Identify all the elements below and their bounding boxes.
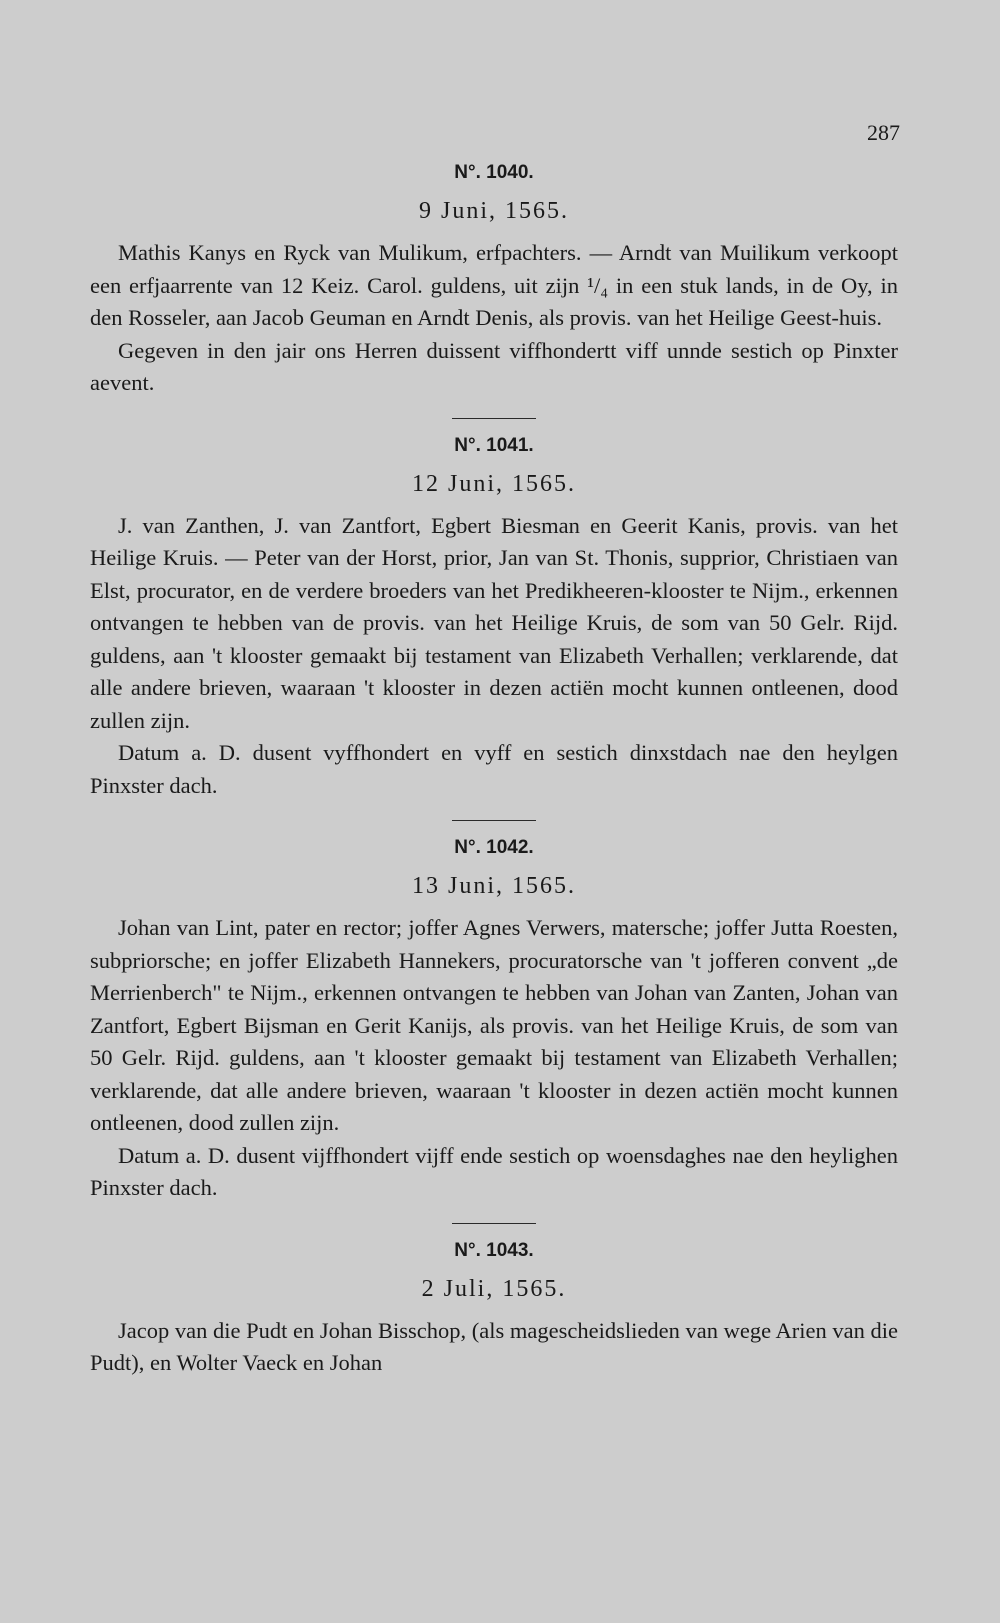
entry-date: 12 Juni, 1565. xyxy=(411,470,576,497)
entry-date: 2 Juli, 1565. xyxy=(421,1275,567,1302)
entry-number: N°. 1042. xyxy=(454,837,534,858)
entry-text: Mathis Kanys en Ryck van Mulikum, erfpachters. — Arndt van Muilikum verkoopt een erfjaarrente van 12 Keiz. Carol. guldens, uit zijn ¹/₄ in een stuk lands, in de Oy, in den Rosseler, aan Jacob Geuman en Arndt Denis, als provis. van het Heilige Geest-huis. xyxy=(90,240,898,330)
entry-text: J. van Zanthen, J. van Zantfort, Egbert Biesman en Geerit Kanis, provis. van het Heilige Kruis. — Peter van der Horst, prior, Jan van St. Thonis, supprior, Christiaen van Elst, procurator, en de verdere broeders van het Predikheeren-klooster te Nijm., erkennen ontvangen te hebben van de provis. van het Heilige Kruis, de som van 50 Gelr. Rijd. guldens, aan 't klooster gemaakt bij testament van Elizabeth Verhallen; verklarende, dat alle andere brieven, waaraan 't klooster in dezen actiën mocht kunnen ontleenen, dood zullen zijn. xyxy=(90,512,898,733)
entry-1040 xyxy=(90,162,898,400)
section-divider xyxy=(452,1223,536,1224)
entry-1042 xyxy=(90,837,898,1205)
section-divider xyxy=(452,418,536,419)
entry-dating: Datum a. D. dusent vijffhondert vijff ende sestich op woensdaghes nae den heylighen Pinxster dach. xyxy=(90,1142,898,1200)
entry-number: N°. 1043. xyxy=(454,1239,534,1261)
entry-date: 13 Juni, 1565. xyxy=(411,873,576,899)
entry-number: N°. 1041. xyxy=(454,434,534,456)
entry-text: Johan van Lint, pater en rector; joffer Agnes Verwers, matersche; joffer Jutta Roesten, subpriorsche; en joffer Elizabeth Hannekers, procuratorsche van 't jofferen convent „de Merrienberch" te Nijm., erkennen ontvangen te hebben van Johan van Zanten, Johan van Zantfort, Egbert Bijsman en Gerit Kanijs, als provis. van het Heilige Kruis, de som van 50 Gelr. Rijd. guldens, aan 't klooster gemaakt bij testament van Elizabeth Verhallen; verklarende, dat alle andere brieven, waaraan 't klooster in dezen actiën mocht kunnen ontleenen, dood zullen zijn. xyxy=(90,915,898,1135)
entry-1041 xyxy=(90,435,898,803)
document-body xyxy=(90,162,898,1380)
page-number: 287 xyxy=(867,120,900,145)
entry-dating: Datum a. D. dusent vyffhondert en vyff en sestich dinxstdach nae den heylgen Pinxster dach. xyxy=(90,740,898,798)
entry-text: Jacop van die Pudt en Johan Bisschop, (als magescheidslieden van wege Arien van die Pudt), en Wolter Vaeck en Johan xyxy=(90,1317,898,1375)
section-divider xyxy=(452,820,536,821)
entry-dating: Gegeven in den jair ons Herren duissent viffhondertt viff unnde sestich op Pinxter aevent. xyxy=(90,337,898,395)
entry-1043 xyxy=(90,1240,898,1380)
entry-number: N°. 1040. xyxy=(454,162,534,183)
entry-date: 9 Juni, 1565. xyxy=(418,198,569,224)
